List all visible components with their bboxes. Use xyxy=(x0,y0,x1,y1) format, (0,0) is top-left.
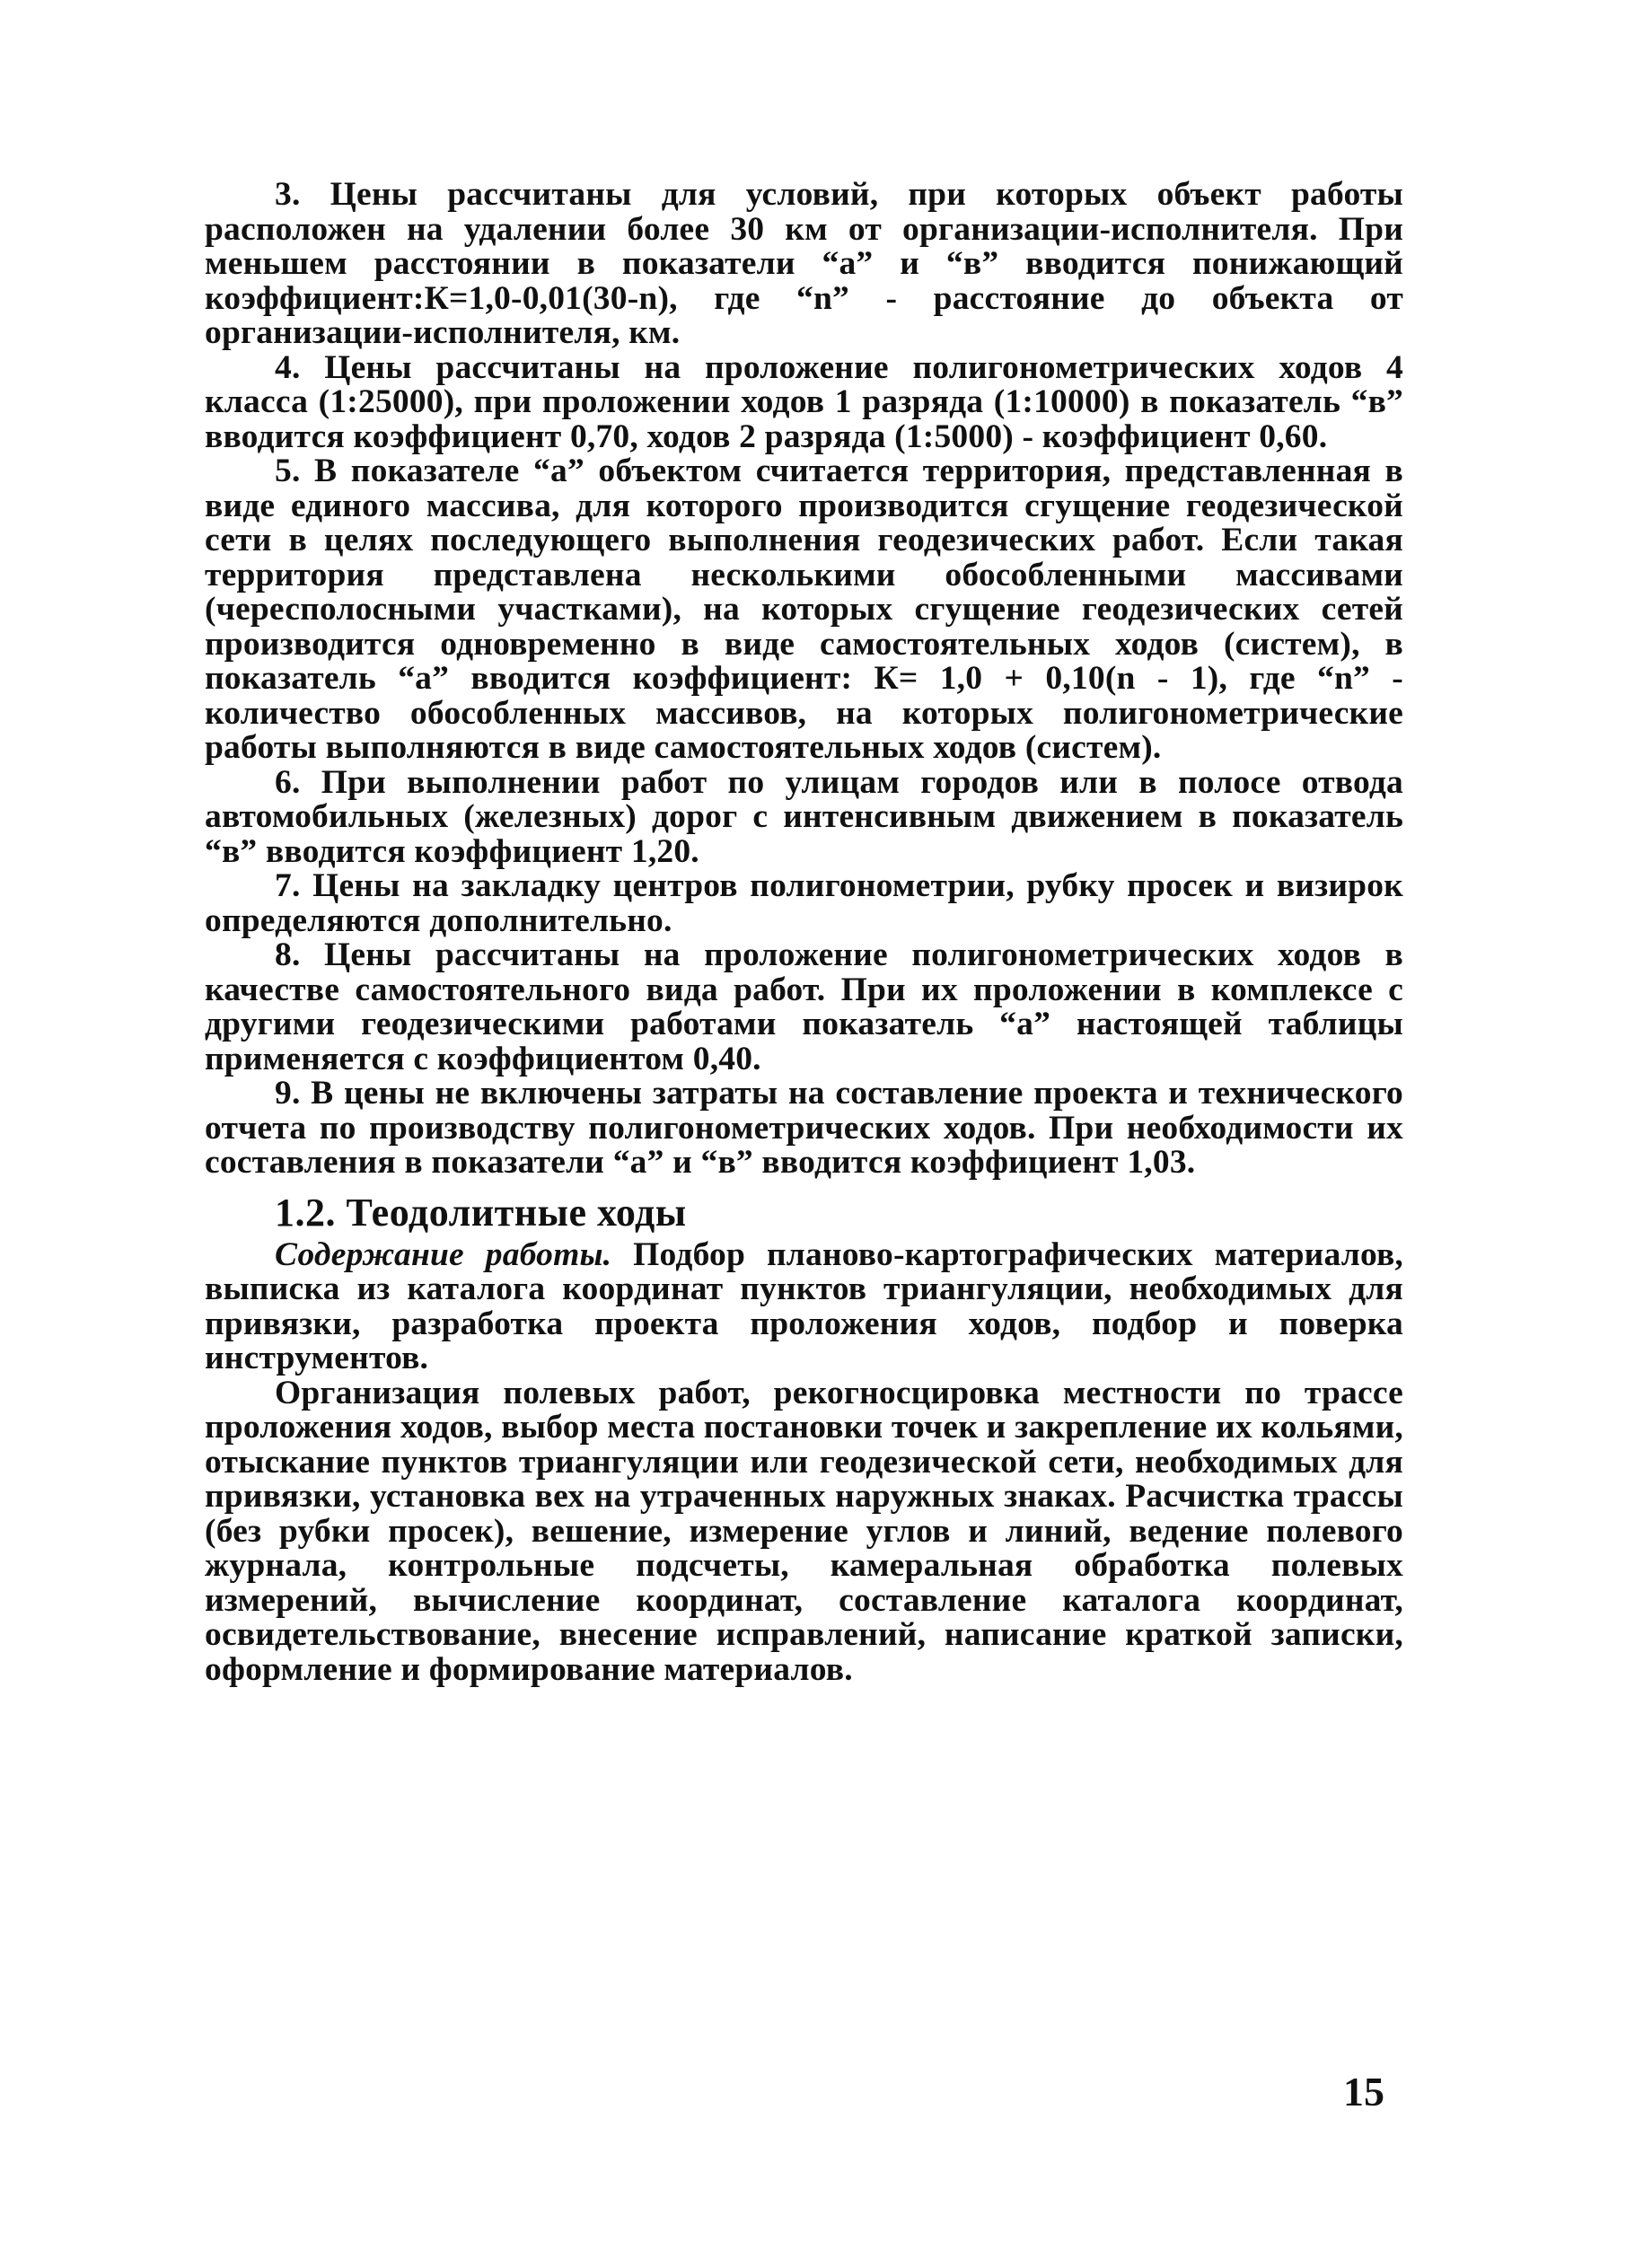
note-paragraph-7: 7. Цены на закладку центров полигонометрии, рубку просек и визирок определяются дополнительно. xyxy=(205,867,1403,939)
work-content-text: Подбор планово-картографических материалов, выписка из каталога координат пунктов триангуляции, необходимых для привязки, разработка проекта проложения ходов, подбор и поверка инструментов. xyxy=(205,1235,1403,1376)
note-paragraph-8: 8. Цены рассчитаны на проложение полигонометрических ходов в качестве самостоятельного вида работ. При их проложении в комплексе с другими геодезическими работами показатель “а” настоящей таблицы применяется с коэффициентом 0,40. xyxy=(205,936,1403,1077)
work-content-paragraph xyxy=(205,1235,1403,1376)
note-paragraph-9: 9. В цены не включены затраты на составление проекта и технического отчета по производству полигонометрических ходов. При необходимости их составления в показатели “а” и “в” вводится коэффициент 1,03. xyxy=(205,1075,1403,1181)
note-paragraph-5: 5. В показателе “а” объектом считается территория, представленная в виде единого массива, для которого производится сгущение геодезической сети в целях последующего выполнения геодезических работ. Если такая территория представлена несколькими обособленными массивами (чересполосными участками), на которых сгущение геодезических сетей производится одновременно в виде самостоятельных ходов (систем), в показатель “а” вводится коэффициент: К= 1,0 + 0,10(n - 1), где “n” - количество обособленных массивов, на которых полигонометрические работы выполняются в виде самостоятельных ходов (систем). xyxy=(205,453,1403,766)
document-page xyxy=(205,178,1403,1687)
page-number: 15 xyxy=(1343,2069,1384,2114)
note-paragraph-4: 4. Цены рассчитаны на проложение полигонометрических ходов 4 класса (1:25000), при проложении ходов 1 разряда (1:10000) в показатель “в” вводится коэффициент 0,70, ходов 2 разряда (1:5000) - коэффициент 0,60. xyxy=(205,348,1403,455)
note-paragraph-3: 3. Цены рассчитаны для условий, при которых объект работы расположен на удалении более 30 км от организации-исполнителя. При меньшем расстоянии в показатели “а” и “в” вводится понижающий коэффициент:К=1,0-0,01(30-n), где “n” - расстояние до объекта от организации-исполнителя, км. xyxy=(205,176,1403,351)
note-paragraph-6: 6. При выполнении работ по улицам городов или в полосе отвода автомобильных (железных) дорог с интенсивным движением в показатель “в” вводится коэффициент 1,20. xyxy=(205,763,1403,870)
field-work-paragraph: Организация полевых работ, рекогносцировка местности по трассе проложения ходов, выбор места постановки точек и закрепление их кольями, отыскание пунктов триангуляции или геодезической сети, необходимых для привязки, установка вех на утраченных наружных знаках. Расчистка трассы (без рубки просек), вешение, измерение углов и линий, ведение полевого журнала, контрольные подсчеты, камеральная обработка полевых измерений, вычисление координат, составление каталога координат, освидетельствование, внесение исправлений, написание краткой записки, оформление и формирование материалов. xyxy=(205,1374,1403,1688)
section-heading: 1.2. Теодолитные ходы xyxy=(275,1190,687,1235)
work-content-lead: Содержание работы. xyxy=(275,1235,612,1273)
